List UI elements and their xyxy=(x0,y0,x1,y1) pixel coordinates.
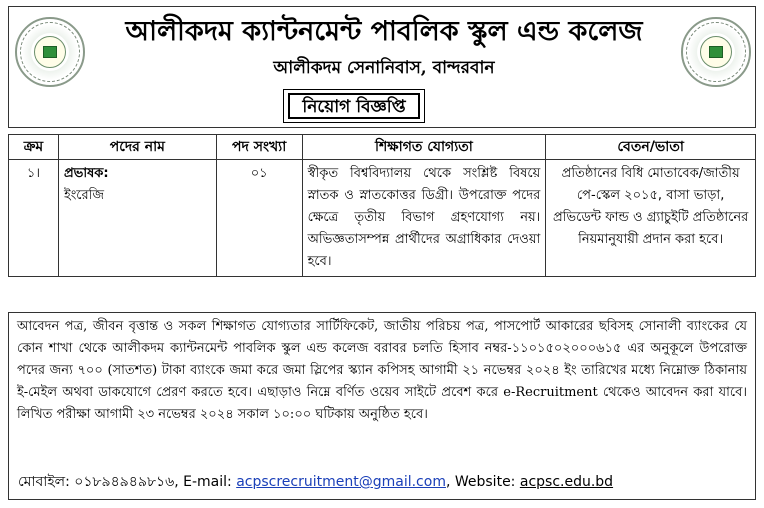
book-icon xyxy=(43,46,57,58)
contact-line xyxy=(18,470,613,494)
header-qualification: শিক্ষাগত যোগ্যতা xyxy=(302,135,546,160)
institution-address: আলীকদম সেনানিবাস, বান্দরবান xyxy=(273,58,495,78)
notice-title: নিয়োগ বিজ্ঞপ্তি xyxy=(288,93,420,119)
instructions-text: আবেদন পত্র, জীবন বৃত্তান্ত ও সকল শিক্ষাগত যোগ্যতার সার্টিফিকেট, জাতীয় পরিচয় পত্র, পাসপোর্ট আকারের ছবিসহ সোনালী ব্যাংকের যে কোন শাখা থেকে আলীকদম ক্যান্টনমেন্ট পাবলিক স্কুল এন্ড কলেজ বরাবর চলতি হিসাব নম্বর-১১০১৫০২০০০৬১৫ এর অনুকূলে উপরোক্ত পদের জন্য ৭০০ (সাতশত) টাকা ব্যাংকে জমা করে জমা স্লিপের স্ক্যান কপিসহ আগামী ২১ নভেম্বর ২০২৪ ইং তারিখের মধ্যে নিম্নোক্ত ঠিকানায় ই-মেইল অথবা ডাকযোগে প্রেরণ করতে হবে। এছাড়াও নিম্নে বর্ণিত ওয়েব সাইটে প্রবেশ করে e-Recruitment থেকেও আবেদন করা যাবে। লিখিত পরীক্ষা আগামী ২৩ নভেম্বর ২০২৪ সকাল ১০:০০ ঘটিকায় অনুষ্ঠিত হবে। xyxy=(17,319,747,422)
header-salary: বেতন/ভাতা xyxy=(546,135,756,160)
institution-title: আলীকদম ক্যান্টনমেন্ট পাবলিক স্কুল এন্ড কলেজ xyxy=(125,16,643,47)
table-row xyxy=(9,160,756,277)
mobile-number: মোবাইল: ০১৮৯৪৯৪৯৮১৬ xyxy=(18,474,175,490)
cell-post-count: ০১ xyxy=(216,160,302,277)
post-title: প্রভাষক: xyxy=(63,166,109,181)
post-subject: ইংরেজি xyxy=(63,188,105,203)
cell-post-name xyxy=(58,160,216,277)
header-serial: ক্রম xyxy=(9,135,59,160)
logo-emblem xyxy=(34,36,66,68)
header-post-count: পদ সংখ্যা xyxy=(216,135,302,160)
school-logo-right xyxy=(681,17,751,87)
table-header-row xyxy=(9,135,756,160)
logo-emblem xyxy=(700,36,732,68)
header-post-name: পদের নাম xyxy=(58,135,216,160)
school-logo-left xyxy=(15,17,85,87)
notice-title-box xyxy=(283,89,425,123)
posts-table xyxy=(8,134,756,277)
email-link[interactable]: acpscrecruitment@gmail.com xyxy=(236,474,446,490)
website-link[interactable]: acpsc.edu.bd xyxy=(519,474,614,490)
website-label: , Website: xyxy=(445,474,520,490)
book-icon xyxy=(709,46,723,58)
email-label: , E-mail: xyxy=(174,474,237,490)
cell-salary: প্রতিষ্ঠানের বিধি মোতাবেক/জাতীয় পে-স্কেল ২০১৫, বাসা ভাড়া, প্রভিডেন্ট ফান্ড ও গ্র্যাচুইটি প্রতিষ্ঠানের নিয়মানুযায়ী প্রদান করা হবে। xyxy=(546,160,756,277)
cell-qualification: স্বীকৃত বিশ্ববিদ্যালয় থেকে সংশ্লিষ্ট বিষয়ে স্নাতক ও স্নাতকোত্তর ডিগ্রী। উপরোক্ত পদের ক্ষেত্রে তৃতীয় বিভাগ গ্রহণযোগ্য নয়। অভিজ্ঞতাসম্পন্ন প্রার্থীদের অগ্রাধিকার দেওয়া হবে। xyxy=(302,160,546,277)
header xyxy=(8,6,756,128)
cell-serial: ১। xyxy=(9,160,59,277)
